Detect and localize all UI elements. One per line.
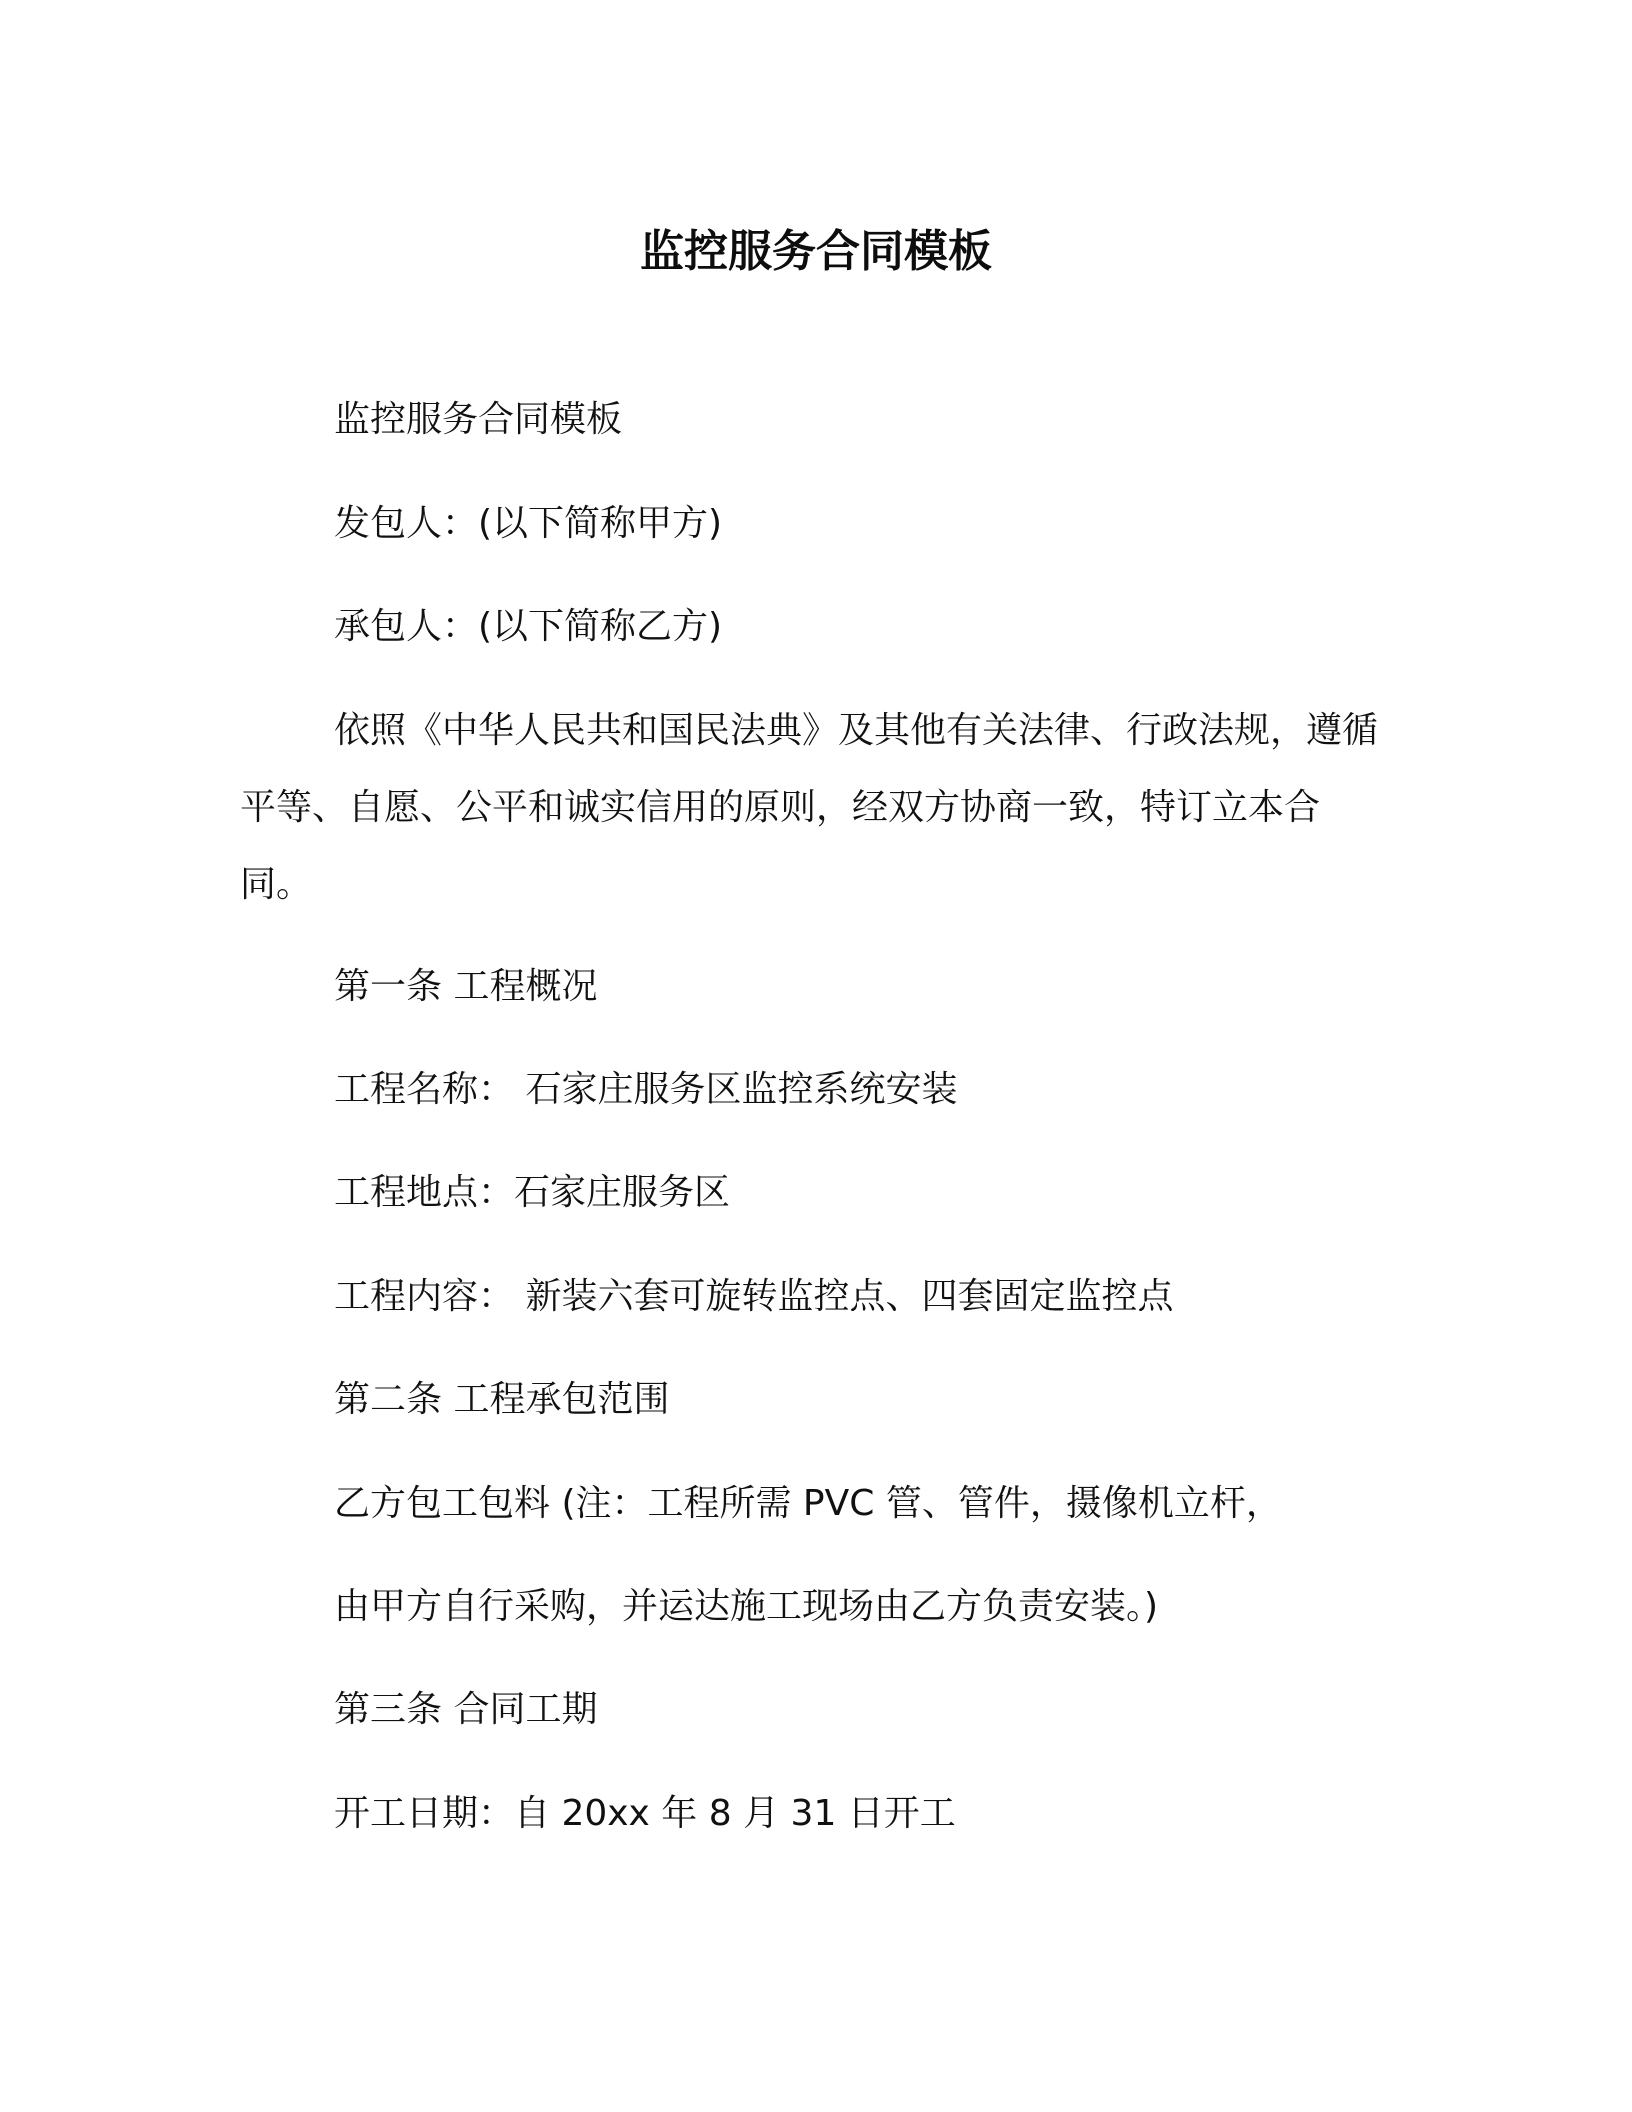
scope-line-1: 乙方包工包料 (注：工程所需 PVC 管、管件，摄像机立杆， <box>334 1483 1282 1524</box>
article-2-heading: 第二条 工程承包范围 <box>334 1379 670 1420</box>
article-3-heading: 第三条 合同工期 <box>334 1689 598 1730</box>
document-title: 监控服务合同模板 <box>640 226 992 277</box>
scope-line-2: 由甲方自行采购，并运达施工现场由乙方负责安装。) <box>334 1586 1159 1627</box>
project-name-line: 工程名称： 石家庄服务区监控系统安装 <box>334 1069 958 1110</box>
start-date-line: 开工日期：自 20xx 年 8 月 31 日开工 <box>334 1793 956 1834</box>
article-1-heading: 第一条 工程概况 <box>334 966 598 1007</box>
project-location-line: 工程地点：石家庄服务区 <box>334 1172 731 1213</box>
party-a-line: 发包人：(以下简称甲方) <box>334 503 723 544</box>
document-subtitle: 监控服务合同模板 <box>334 399 623 440</box>
project-content-line: 工程内容： 新装六套可旋转监控点、四套固定监控点 <box>334 1276 1174 1317</box>
party-b-line: 承包人：(以下简称乙方) <box>334 606 723 647</box>
preamble-paragraph: 依照《中华人民共和国民法典》及其他有关法律、行政法规，遵循平等、自愿、公平和诚实信用的原则，经双方协商一致，特订立本合同。 <box>240 710 1379 905</box>
